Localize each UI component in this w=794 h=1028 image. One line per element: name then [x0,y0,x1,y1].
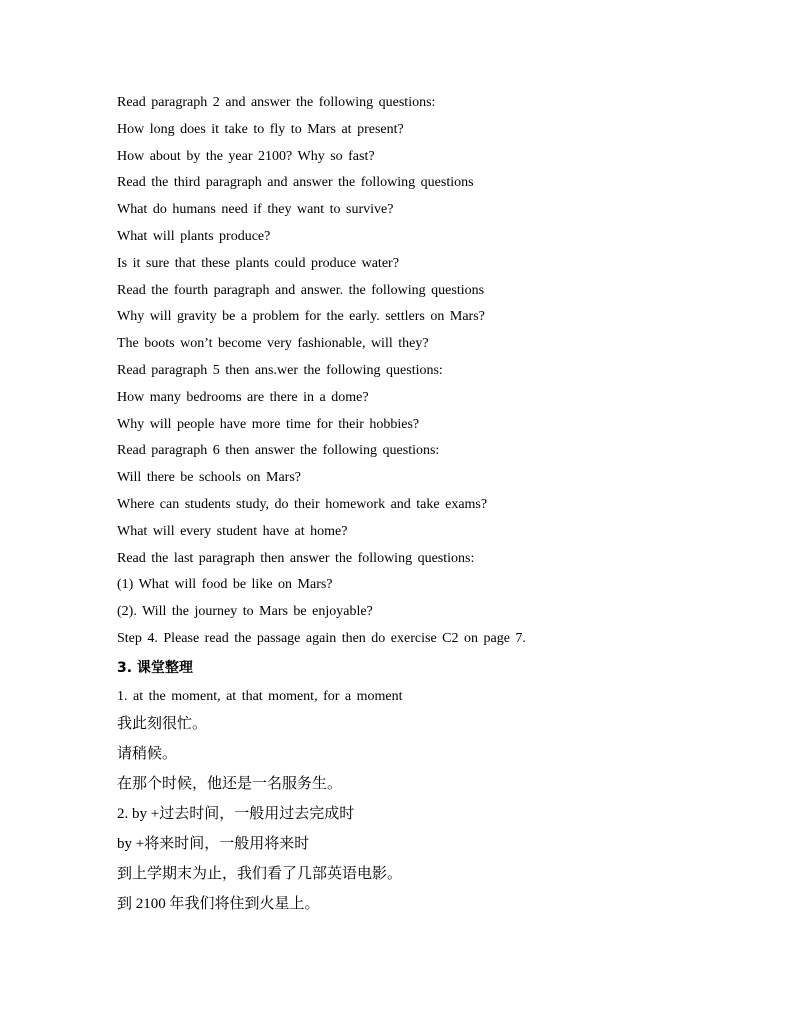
note-line: 2. by +过去时间，一般用过去完成时 [117,805,355,822]
question-line: Read the fourth paragraph and answer. the following questions [117,282,485,298]
step-instruction: Step 4. Please read the passage again then do exercise C2 on page 7. [117,630,526,646]
question-line: What will every student have at home? [117,523,348,539]
note-line: 我此刻很忙。 [117,715,208,732]
question-line: How about by the year 2100? Why so fast? [117,148,375,164]
note-line: by +将来时间，一般用将来时 [117,835,310,852]
question-line: What do humans need if they want to survive? [117,202,394,218]
note-line: 1. at the moment, at that moment, for a moment [117,688,403,704]
question-line: Read paragraph 6 then answer the following questions: [117,443,440,459]
question-line: Read paragraph 5 then ans.wer the following questions: [117,362,443,378]
note-line: 请稍候。 [117,745,178,762]
question-line: Read paragraph 2 and answer the following questions: [117,95,436,110]
question-line: The boots won’t become very fashionable, will they? [117,336,429,352]
question-line: (2). Will the journey to Mars be enjoyable? [117,604,373,620]
question-line: What will plants produce? [117,228,271,244]
question-line: (1) What will food be like on Mars? [117,577,333,593]
question-line: Why will gravity be a problem for the early. settlers on Mars? [117,309,485,325]
question-line: Is it sure that these plants could produce water? [117,255,399,271]
question-line: Will there be schools on Mars? [117,470,302,486]
question-line: Read the third paragraph and answer the following questions [117,175,474,191]
question-line: Where can students study, do their homework and take exams? [117,496,488,512]
question-line: How many bedrooms are there in a dome? [117,389,369,405]
note-line: 到上学期末为止，我们看了几部英语电影。 [117,865,403,882]
note-line: 在那个时候，他还是一名服务生。 [117,775,343,792]
question-line: How long does it take to fly to Mars at present? [117,121,404,137]
document-body [117,92,717,921]
question-line: Why will people have more time for their hobbies? [117,416,420,432]
note-line: 到 2100 年我们将住到火星上。 [117,895,320,912]
question-line: Read the last paragraph then answer the following questions: [117,550,475,566]
section-heading: 3. 课堂整理 [117,659,193,676]
